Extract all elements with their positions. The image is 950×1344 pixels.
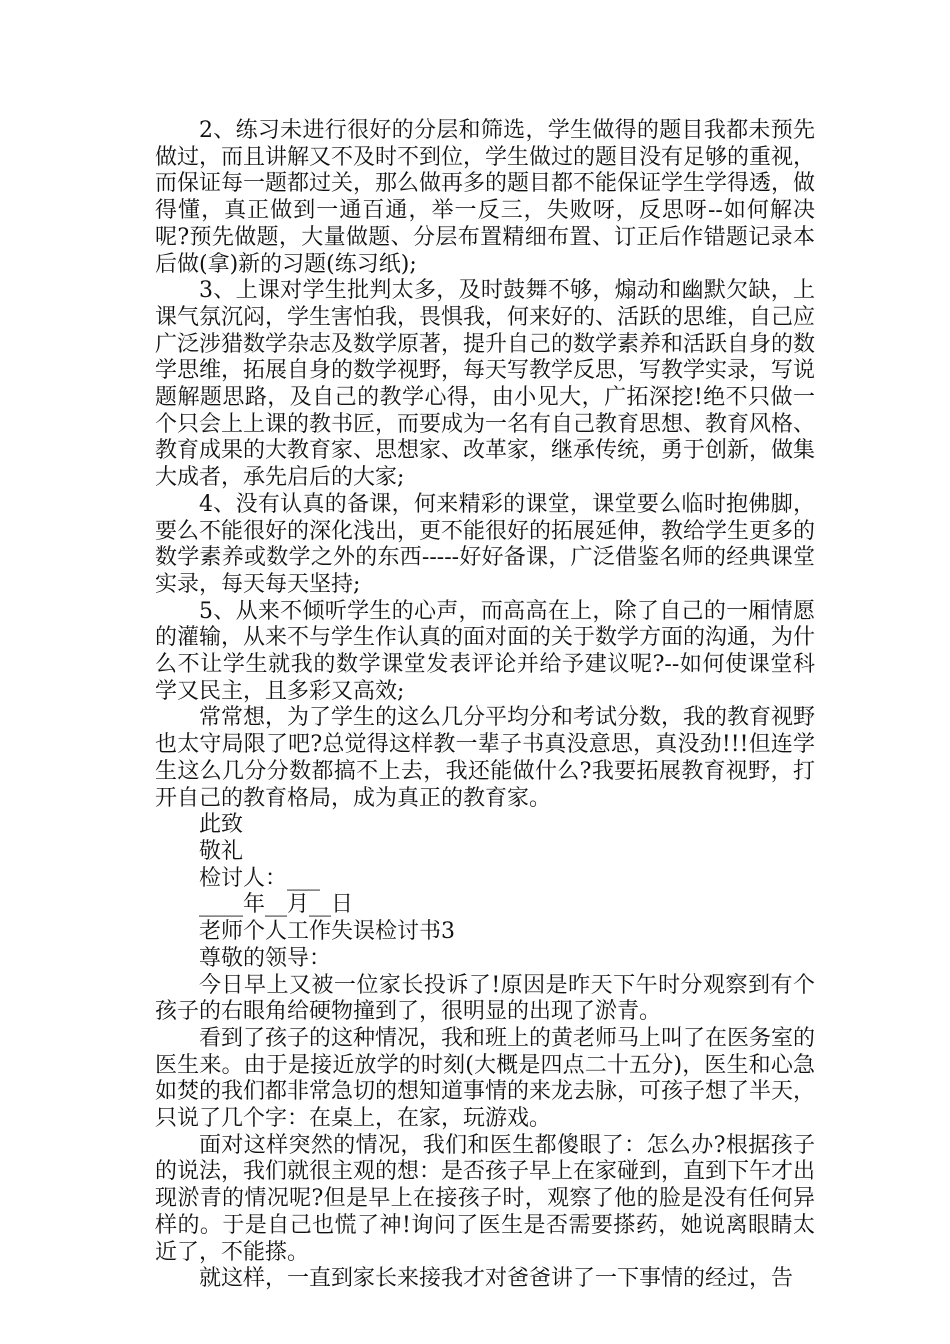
closing-salutation: 此致 <box>199 812 244 838</box>
closing-regards: 敬礼 <box>199 838 244 864</box>
paragraph-item-4: 4、没有认真的备课，何来精彩的课堂，课堂要么临时抱佛脚，要么不能很好的深化浅出，更不能很好的拓展延伸，教给学生更多的数学素养或数学之外的东西-----好好备课，广泛借鉴名师的经典课堂实录，每天每天坚持; <box>155 491 816 597</box>
paragraph-complaint: 今日早上又被一位家长投诉了!原因是昨天下午时分观察到有个孩子的右眼角给硬物撞到了，很明显的出现了淤青。 <box>155 972 815 1025</box>
paragraph-item-3: 3、上课对学生批判太多，及时鼓舞不够，煽动和幽默欠缺，上课气氛沉闷，学生害怕我，畏惧我，何来好的、活跃的思维，自己应广泛涉猎数学杂志及数学原著，提升自己的数学素养和活跃自身的数学思维，拓展自身的数学视野，每天写教学反思，写教学实录，写说题解题思路，及自己的教学心得，由小见大，广拓深挖!绝不只做一个只会上上课的教书匠，而要成为一名有自己教育思想、教育风格、教育成果的大教育家、思想家、改革家，继承传统，勇于创新，做集大成者，承先启后的大家; <box>155 278 816 491</box>
paragraph-doctor: 看到了孩子的这种情况，我和班上的黄老师马上叫了在医务室的医生来。由于是接近放学的时刻(大概是四点二十五分)，医生和心急如焚的我们都非常急切的想知道事情的来龙去脉，可孩子想了半天，只说了几个字：在桌上，在家，玩游戏。 <box>155 1025 816 1132</box>
section-title: 老师个人工作失误检讨书3 <box>199 919 455 945</box>
paragraph-item-2: 2、练习未进行很好的分层和筛选，学生做得的题目我都未预先做过，而且讲解又不及时不到位，学生做过的题目没有足够的重视，而保证每一题都过关，那么做再多的题目都不能保证学生学得透，做得懂，真正做到一通百通，举一反三，失败呀，反思呀--如何解决呢?预先做题，大量做题、分层布置精细布置、订正后作错题记录本后做(拿)新的习题(练习纸); <box>155 118 816 277</box>
paragraph-item-5: 5、从来不倾听学生的心声，而高高在上，除了自己的一厢情愿的灌输，从来不与学生作认真的面对面的关于数学方面的沟通，为什么不让学生就我的数学课堂发表评论并给予建议呢?--如何使课堂科学又民主，且多彩又高效; <box>155 598 816 704</box>
paragraph-reaction: 面对这样突然的情况，我们和医生都傻眼了：怎么办?根据孩子的说法，我们就很主观的想：是否孩子早上在家碰到，直到下午才出现淤青的情况呢?但是早上在接孩子时，观察了他的脸是没有任何异样的。于是自己也慌了神!询问了医生是否需要搽药，她说离眼睛太近了，不能搽。 <box>155 1132 816 1265</box>
letter-greeting: 尊敬的领导： <box>199 945 332 971</box>
paragraph-parent: 就这样，一直到家长来接我才对爸爸讲了一下事情的经过，告 <box>199 1266 794 1292</box>
paragraph-reflection: 常常想，为了学生的这么几分平均分和考试分数，我的教育视野也太守局限了吧?总觉得这样教一辈子书真没意思，真没劲!!!但连学生这么几分分数都搞不上去，我还能做什么?我要拓展教育视野，打开自己的教育格局，成为真正的教育家。 <box>155 705 816 811</box>
document-body <box>155 118 815 1293</box>
signature-line: 检讨人：___ <box>199 865 321 891</box>
date-line: ____年__月__日 <box>199 892 354 918</box>
